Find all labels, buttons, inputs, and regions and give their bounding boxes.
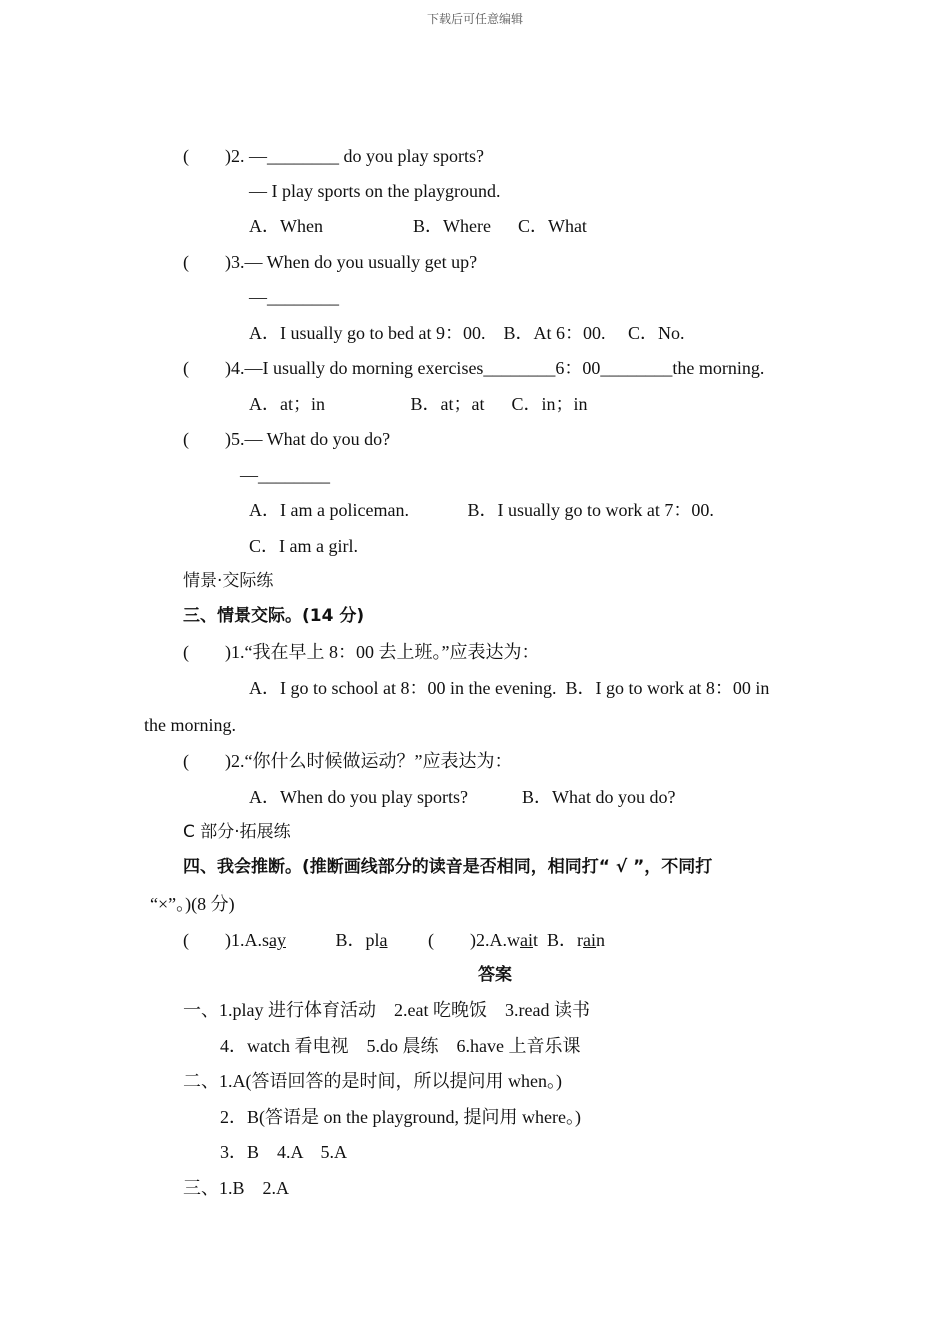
question-2-stem: ( )2. —________ do you play sports? — [183, 146, 484, 166]
question-3-options: A．I usually go to bed at 9：00. B．At 6：00. C．No. — [249, 323, 685, 343]
s4-q2-mid: t B．r — [533, 930, 584, 950]
answers-section-1-line-1: 一、1.play 进行体育活动 2.eat 吃晚饭 3.read 读书 — [183, 1000, 590, 1020]
section-3-question-1-options-cont: the morning. — [144, 715, 236, 735]
section-3-question-1-stem: ( )1.“我在早上 8：00 去上班。”应表达为： — [183, 642, 540, 662]
s4-q2-end: n — [596, 930, 606, 950]
answers-section-2-line-3: 3．B 4.A 5.A — [220, 1142, 348, 1162]
section-3-heading: 三、情景交际。(14 分) — [183, 606, 365, 626]
s4-q1-b-underlined: a — [379, 930, 388, 950]
answers-section-2-line-2: 2．B(答语是 on the playground, 提问用 where。) — [220, 1107, 581, 1127]
section-3-question-2-stem: ( )2.“你什么时候做运动？”应表达为： — [183, 751, 513, 771]
question-4-stem: ( )4.—I usually do morning exercises________6：00________the morning. — [183, 358, 765, 378]
s4-q2-a-underlined: ai — [520, 930, 534, 950]
section-4-questions — [183, 929, 605, 951]
question-5-options-1: A．I am a policeman. B．I usually go to work at 7：00. — [249, 500, 714, 520]
question-5-stem: ( )5.— What do you do? — [183, 429, 391, 449]
question-3-stem: ( )3.— When do you usually get up? — [183, 252, 478, 272]
s4-q2-b-underlined: ai — [583, 930, 597, 950]
question-3-reply: —________ — [249, 287, 339, 307]
section-3-question-1-options: A．I go to school at 8：00 in the evening. B．I go to work at 8：00 in — [249, 678, 770, 698]
section-4-heading-cont: “×”。)(8 分) — [150, 894, 235, 914]
section-3-question-2-options: A．When do you play sports? B．What do you do? — [249, 787, 676, 807]
section-4-heading: 四、我会推断。(推断画线部分的读音是否相同，相同打“ √ ”，不同打 — [183, 857, 713, 877]
question-5-reply: —________ — [240, 465, 330, 485]
answers-section-2-line-1: 二、1.A(答语回答的是时间，所以提问用 when。) — [183, 1071, 562, 1091]
answers-title: 答案 — [478, 965, 512, 985]
question-4-options: A．at；in B．at；at C．in；in — [249, 394, 588, 414]
part-c-title: C 部分·拓展练 — [183, 822, 291, 842]
s4-q1-prefix: ( )1.A.s — [183, 930, 269, 950]
s4-q1-a-underlined: ay — [269, 930, 286, 950]
question-2-reply: — I play sports on the playground. — [249, 181, 501, 201]
answers-section-1-line-2: 4．watch 看电视 5.do 晨练 6.have 上音乐课 — [220, 1036, 581, 1056]
answers-section-3-line-1: 三、1.B 2.A — [183, 1178, 290, 1198]
part-b-title: 情景·交际练 — [183, 571, 274, 591]
s4-q2-prefix: ( )2.A.w — [387, 930, 521, 950]
question-2-options: A．When B．Where C．What — [249, 216, 587, 236]
page-header: 下载后可任意编辑 — [426, 12, 523, 26]
s4-q1-mid: B．pl — [286, 930, 380, 950]
question-5-options-2: C．I am a girl. — [249, 536, 358, 556]
